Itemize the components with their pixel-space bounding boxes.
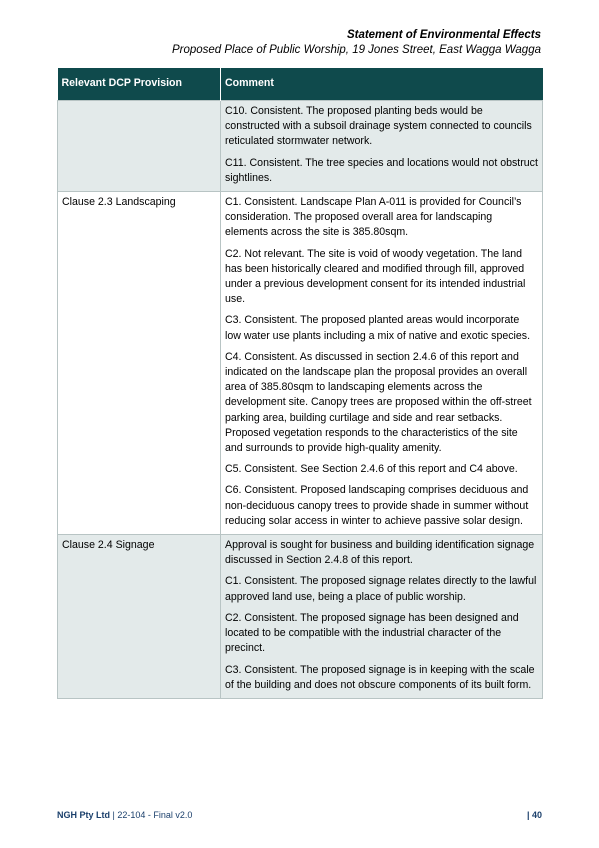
comment-paragraph: C3. Consistent. The proposed signage is in keeping with the scale of the building and does not obscure components of its built form.: [225, 663, 535, 691]
provision-cell: [58, 101, 221, 192]
comment-paragraph: C5. Consistent. See Section 2.4.6 of this report and C4 above.: [225, 463, 518, 476]
comment-paragraph: C4. Consistent. As discussed in section 2.4.6 of this report and indicated on the landscape plan the proposal provides an overall area of 385.80sqm to landscaping elements across the development site. Canopy trees are proposed within the off-street parking area, building curtilage and side and rear setbacks. Proposed vegetation responds to the characteristics of the site and surrounds to provide high-quality amenity.: [225, 350, 532, 455]
table-row: [58, 535, 543, 699]
comment-paragraph: C1. Consistent. Landscape Plan A-011 is provided for Council’s consideration. The proposed overall area for landscaping elements across the site is 385.80sqm.: [225, 196, 522, 239]
comment-paragraph: C3. Consistent. The proposed planted areas would incorporate low water use plants including a mix of native and exotic species.: [225, 314, 531, 342]
comment-paragraph: C11. Consistent. The tree species and locations would not obstruct sightlines.: [225, 156, 538, 184]
page-number: | 40: [526, 810, 542, 820]
page-header: [172, 28, 541, 58]
footer-left: [57, 810, 192, 820]
document-title: Statement of Environmental Effects: [346, 29, 541, 41]
comment-paragraph: C6. Consistent. Proposed landscaping comprises deciduous and non-deciduous canopy trees to provide shade in summer without reducing solar access in winter to achieve passive solar design.: [225, 484, 529, 527]
comment-paragraph: C2. Consistent. The proposed signage has been designed and located to be compatible with the industrial character of the precinct.: [225, 611, 519, 655]
footer-company: NGH Pty Ltd: [57, 810, 110, 820]
document-subtitle: Proposed Place of Public Worship, 19 Jones Street, East Wagga Wagga: [171, 44, 541, 56]
provision-cell: Clause 2.3 Landscaping: [58, 192, 221, 535]
comment-paragraph: C1. Consistent. The proposed signage relates directly to the lawful approved land use, being a place of public worship.: [225, 575, 537, 603]
table-header-row: [58, 68, 543, 101]
comment-paragraph: C10. Consistent. The proposed planting beds would be constructed with a subsoil drainage system connected to councils reticulated stormwater network.: [225, 105, 532, 148]
comment-paragraph: C2. Not relevant. The site is void of woody vegetation. The land has been historically cleared and modified through fill, approved under a previous development consent for its intended industrial use.: [225, 247, 526, 306]
comment-cell: [221, 192, 543, 535]
column-header-comment: Comment: [221, 68, 543, 101]
table-row: [58, 192, 543, 535]
footer-version: 22-104 - Final v2.0: [117, 810, 193, 820]
column-header-provision: Relevant DCP Provision: [58, 68, 221, 101]
footer-separator: |: [110, 810, 118, 820]
comment-cell: [221, 101, 543, 192]
comment-paragraph: Approval is sought for business and building identification signage discussed in Section 2.4.8 of this report.: [225, 539, 535, 567]
dcp-table: [57, 68, 543, 699]
comment-cell: [221, 535, 543, 699]
page-footer: [57, 810, 542, 820]
provision-cell: Clause 2.4 Signage: [58, 535, 221, 699]
table-row: [58, 101, 543, 192]
